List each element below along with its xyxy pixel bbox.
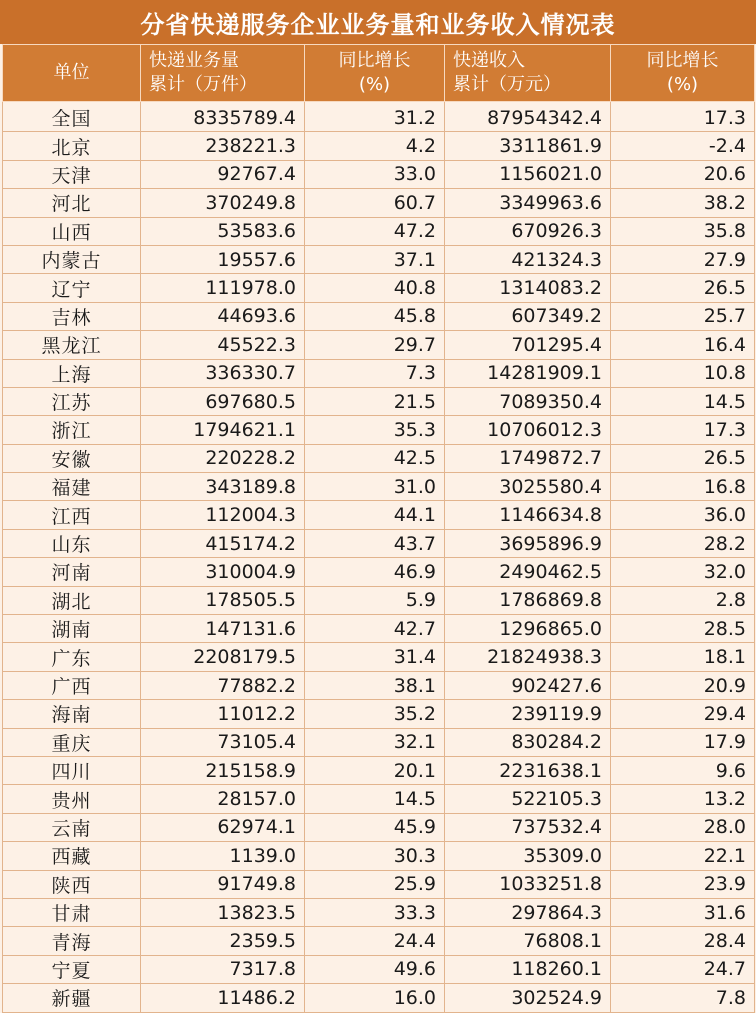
cell-volume-growth: 5.9 — [305, 586, 445, 614]
cell-revenue: 902427.6 — [445, 671, 611, 699]
cell-volume-growth: 35.2 — [305, 700, 445, 728]
cell-unit: 新疆 — [3, 984, 141, 1012]
cell-revenue-growth: -2.4 — [611, 132, 755, 160]
cell-unit: 天津 — [3, 160, 141, 188]
table-row — [3, 444, 755, 472]
cell-revenue-growth: 26.5 — [611, 274, 755, 302]
cell-volume: 19557.6 — [141, 245, 305, 273]
cell-unit: 安徽 — [3, 444, 141, 472]
cell-volume: 112004.3 — [141, 501, 305, 529]
cell-unit: 湖北 — [3, 586, 141, 614]
cell-volume-growth: 16.0 — [305, 984, 445, 1012]
cell-revenue-growth: 27.9 — [611, 245, 755, 273]
cell-revenue-growth: 28.5 — [611, 615, 755, 643]
table-body — [3, 102, 755, 1013]
cell-unit: 江西 — [3, 501, 141, 529]
cell-revenue-growth: 17.3 — [611, 102, 755, 132]
table-row — [3, 898, 755, 926]
cell-unit: 上海 — [3, 359, 141, 387]
cell-volume-growth: 20.1 — [305, 756, 445, 784]
cell-volume-growth: 37.1 — [305, 245, 445, 273]
cell-unit: 陕西 — [3, 870, 141, 898]
cell-unit: 江苏 — [3, 387, 141, 415]
cell-unit: 宁夏 — [3, 955, 141, 983]
cell-revenue: 3695896.9 — [445, 529, 611, 557]
cell-volume-growth: 35.3 — [305, 416, 445, 444]
cell-volume: 1139.0 — [141, 842, 305, 870]
cell-volume-growth: 7.3 — [305, 359, 445, 387]
cell-revenue-growth: 31.6 — [611, 898, 755, 926]
cell-revenue-growth: 32.0 — [611, 558, 755, 586]
header-volume-line1: 快递业务量 — [149, 50, 239, 71]
cell-volume: 336330.7 — [141, 359, 305, 387]
cell-revenue: 10706012.3 — [445, 416, 611, 444]
cell-revenue: 118260.1 — [445, 955, 611, 983]
cell-volume-growth: 45.9 — [305, 813, 445, 841]
cell-revenue-growth: 2.8 — [611, 586, 755, 614]
cell-volume-growth: 31.2 — [305, 102, 445, 132]
table-row — [3, 671, 755, 699]
header-volume-growth-line2: (%) — [358, 74, 391, 95]
cell-revenue: 3349963.6 — [445, 189, 611, 217]
cell-volume: 310004.9 — [141, 558, 305, 586]
table-row — [3, 558, 755, 586]
table-row — [3, 842, 755, 870]
cell-revenue-growth: 36.0 — [611, 501, 755, 529]
table-row — [3, 274, 755, 302]
cell-revenue: 737532.4 — [445, 813, 611, 841]
cell-volume: 11012.2 — [141, 700, 305, 728]
cell-revenue-growth: 13.2 — [611, 785, 755, 813]
cell-revenue: 670926.3 — [445, 217, 611, 245]
table-row — [3, 643, 755, 671]
cell-volume-growth: 49.6 — [305, 955, 445, 983]
header-unit — [3, 45, 141, 102]
table-row — [3, 586, 755, 614]
cell-unit: 河北 — [3, 189, 141, 217]
cell-revenue-growth: 35.8 — [611, 217, 755, 245]
cell-volume-growth: 42.7 — [305, 615, 445, 643]
cell-unit: 甘肃 — [3, 898, 141, 926]
table-row — [3, 870, 755, 898]
cell-volume: 62974.1 — [141, 813, 305, 841]
cell-volume-growth: 33.3 — [305, 898, 445, 926]
cell-unit: 吉林 — [3, 302, 141, 330]
cell-volume: 178505.5 — [141, 586, 305, 614]
header-revenue-growth-line1: 同比增长 — [646, 50, 719, 71]
cell-volume: 343189.8 — [141, 473, 305, 501]
cell-revenue: 302524.9 — [445, 984, 611, 1012]
cell-volume: 91749.8 — [141, 870, 305, 898]
cell-unit: 山东 — [3, 529, 141, 557]
cell-unit: 全国 — [3, 102, 141, 132]
cell-unit: 湖南 — [3, 615, 141, 643]
cell-volume-growth: 21.5 — [305, 387, 445, 415]
data-table — [2, 44, 755, 1013]
table-row — [3, 331, 755, 359]
cell-volume: 53583.6 — [141, 217, 305, 245]
cell-revenue-growth: 16.8 — [611, 473, 755, 501]
cell-revenue: 3025580.4 — [445, 473, 611, 501]
cell-revenue: 7089350.4 — [445, 387, 611, 415]
cell-volume: 28157.0 — [141, 785, 305, 813]
table-row — [3, 756, 755, 784]
cell-revenue: 21824938.3 — [445, 643, 611, 671]
cell-unit: 河南 — [3, 558, 141, 586]
cell-unit: 北京 — [3, 132, 141, 160]
cell-volume-growth: 24.4 — [305, 927, 445, 955]
cell-volume-growth: 32.1 — [305, 728, 445, 756]
cell-volume: 215158.9 — [141, 756, 305, 784]
cell-volume: 45522.3 — [141, 331, 305, 359]
cell-revenue-growth: 14.5 — [611, 387, 755, 415]
cell-volume-growth: 29.7 — [305, 331, 445, 359]
cell-volume: 415174.2 — [141, 529, 305, 557]
cell-volume: 220228.2 — [141, 444, 305, 472]
cell-volume: 77882.2 — [141, 671, 305, 699]
header-revenue-line2: 累计（万元） — [453, 74, 561, 95]
cell-volume: 2208179.5 — [141, 643, 305, 671]
cell-unit: 西藏 — [3, 842, 141, 870]
cell-volume-growth: 33.0 — [305, 160, 445, 188]
cell-unit: 黑龙江 — [3, 331, 141, 359]
cell-volume-growth: 43.7 — [305, 529, 445, 557]
cell-unit: 辽宁 — [3, 274, 141, 302]
table-row — [3, 132, 755, 160]
table-row — [3, 813, 755, 841]
cell-revenue: 1314083.2 — [445, 274, 611, 302]
table-row — [3, 955, 755, 983]
header-row — [3, 45, 755, 102]
cell-revenue: 35309.0 — [445, 842, 611, 870]
table-header — [3, 45, 755, 102]
cell-volume: 13823.5 — [141, 898, 305, 926]
cell-revenue: 14281909.1 — [445, 359, 611, 387]
cell-unit: 福建 — [3, 473, 141, 501]
cell-revenue-growth: 28.2 — [611, 529, 755, 557]
cell-volume-growth: 31.0 — [305, 473, 445, 501]
cell-unit: 重庆 — [3, 728, 141, 756]
cell-volume-growth: 42.5 — [305, 444, 445, 472]
cell-revenue-growth: 28.4 — [611, 927, 755, 955]
cell-volume-growth: 47.2 — [305, 217, 445, 245]
header-volume — [141, 45, 305, 102]
cell-revenue: 607349.2 — [445, 302, 611, 330]
cell-revenue: 522105.3 — [445, 785, 611, 813]
cell-revenue-growth: 20.6 — [611, 160, 755, 188]
header-volume-growth — [305, 45, 445, 102]
table-row — [3, 473, 755, 501]
cell-revenue-growth: 22.1 — [611, 842, 755, 870]
cell-revenue: 1749872.7 — [445, 444, 611, 472]
cell-volume: 111978.0 — [141, 274, 305, 302]
cell-unit: 广东 — [3, 643, 141, 671]
cell-unit: 内蒙古 — [3, 245, 141, 273]
cell-revenue-growth: 17.9 — [611, 728, 755, 756]
cell-volume-growth: 25.9 — [305, 870, 445, 898]
table-row — [3, 927, 755, 955]
cell-volume: 44693.6 — [141, 302, 305, 330]
cell-unit: 四川 — [3, 756, 141, 784]
table-row — [3, 984, 755, 1012]
cell-revenue-growth: 10.8 — [611, 359, 755, 387]
cell-revenue: 421324.3 — [445, 245, 611, 273]
cell-revenue: 3311861.9 — [445, 132, 611, 160]
table-row — [3, 189, 755, 217]
cell-volume: 370249.8 — [141, 189, 305, 217]
header-unit-label: 单位 — [53, 62, 90, 83]
cell-volume: 2359.5 — [141, 927, 305, 955]
cell-revenue: 830284.2 — [445, 728, 611, 756]
cell-volume: 697680.5 — [141, 387, 305, 415]
cell-unit: 青海 — [3, 927, 141, 955]
cell-revenue: 2231638.1 — [445, 756, 611, 784]
cell-revenue: 239119.9 — [445, 700, 611, 728]
header-revenue-line1: 快递收入 — [453, 50, 525, 71]
cell-volume-growth: 30.3 — [305, 842, 445, 870]
cell-revenue-growth: 26.5 — [611, 444, 755, 472]
cell-volume: 238221.3 — [141, 132, 305, 160]
cell-revenue-growth: 29.4 — [611, 700, 755, 728]
cell-volume-growth: 4.2 — [305, 132, 445, 160]
cell-revenue-growth: 17.3 — [611, 416, 755, 444]
cell-revenue-growth: 20.9 — [611, 671, 755, 699]
table-row — [3, 359, 755, 387]
table-row — [3, 245, 755, 273]
header-revenue-growth-line2: (%) — [666, 74, 699, 95]
cell-unit: 山西 — [3, 217, 141, 245]
table-row — [3, 387, 755, 415]
cell-revenue-growth: 28.0 — [611, 813, 755, 841]
cell-revenue: 1786869.8 — [445, 586, 611, 614]
cell-volume: 8335789.4 — [141, 102, 305, 132]
cell-unit: 浙江 — [3, 416, 141, 444]
cell-volume: 92767.4 — [141, 160, 305, 188]
cell-unit: 云南 — [3, 813, 141, 841]
header-volume-line2: 累计（万件） — [149, 74, 257, 95]
cell-volume-growth: 45.8 — [305, 302, 445, 330]
cell-revenue: 1033251.8 — [445, 870, 611, 898]
cell-volume-growth: 60.7 — [305, 189, 445, 217]
table-row — [3, 728, 755, 756]
table-row — [3, 416, 755, 444]
table-row — [3, 785, 755, 813]
cell-revenue: 1156021.0 — [445, 160, 611, 188]
header-revenue-growth — [611, 45, 755, 102]
cell-volume: 147131.6 — [141, 615, 305, 643]
cell-revenue: 701295.4 — [445, 331, 611, 359]
cell-volume-growth: 14.5 — [305, 785, 445, 813]
cell-revenue-growth: 24.7 — [611, 955, 755, 983]
table-row — [3, 501, 755, 529]
cell-volume-growth: 38.1 — [305, 671, 445, 699]
cell-revenue-growth: 25.7 — [611, 302, 755, 330]
table-row — [3, 160, 755, 188]
table-row — [3, 700, 755, 728]
table-row — [3, 217, 755, 245]
cell-revenue-growth: 18.1 — [611, 643, 755, 671]
header-volume-growth-line1: 同比增长 — [338, 50, 411, 71]
cell-volume: 73105.4 — [141, 728, 305, 756]
cell-revenue: 2490462.5 — [445, 558, 611, 586]
cell-revenue-growth: 38.2 — [611, 189, 755, 217]
cell-volume: 7317.8 — [141, 955, 305, 983]
table-row — [3, 529, 755, 557]
table-row — [3, 615, 755, 643]
cell-unit: 海南 — [3, 700, 141, 728]
cell-volume-growth: 46.9 — [305, 558, 445, 586]
cell-revenue: 87954342.4 — [445, 102, 611, 132]
cell-volume-growth: 44.1 — [305, 501, 445, 529]
table-row — [3, 302, 755, 330]
cell-revenue: 1296865.0 — [445, 615, 611, 643]
cell-revenue-growth: 9.6 — [611, 756, 755, 784]
cell-volume-growth: 31.4 — [305, 643, 445, 671]
table-title: 分省快递服务企业业务量和业务收入情况表 — [0, 0, 756, 44]
cell-revenue-growth: 16.4 — [611, 331, 755, 359]
cell-unit: 广西 — [3, 671, 141, 699]
cell-volume: 11486.2 — [141, 984, 305, 1012]
cell-revenue-growth: 23.9 — [611, 870, 755, 898]
cell-revenue: 76808.1 — [445, 927, 611, 955]
cell-revenue-growth: 7.8 — [611, 984, 755, 1012]
cell-revenue: 297864.3 — [445, 898, 611, 926]
table-row — [3, 102, 755, 132]
header-revenue — [445, 45, 611, 102]
cell-volume: 1794621.1 — [141, 416, 305, 444]
cell-unit: 贵州 — [3, 785, 141, 813]
cell-volume-growth: 40.8 — [305, 274, 445, 302]
cell-revenue: 1146634.8 — [445, 501, 611, 529]
